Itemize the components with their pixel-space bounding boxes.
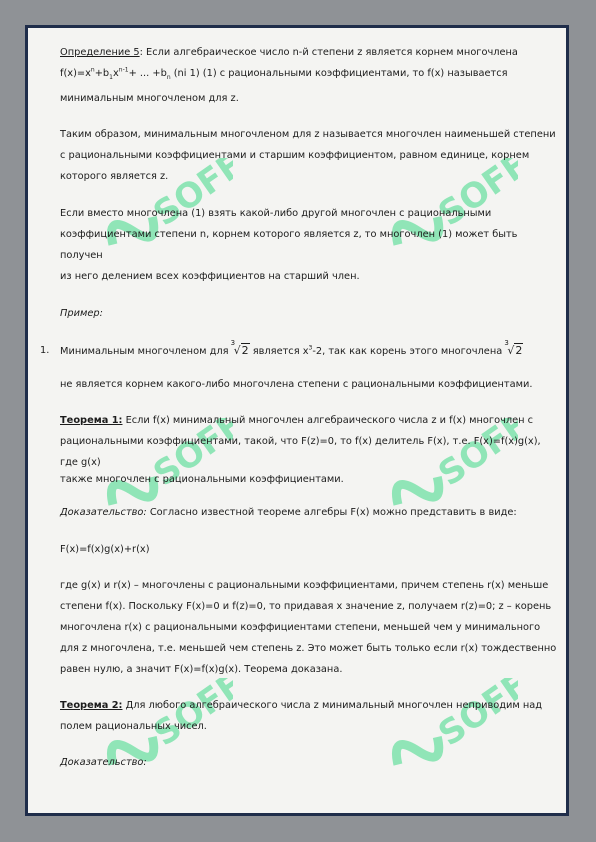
theorem-label: Теорема 2:: [60, 699, 123, 711]
list-number: 1.: [40, 344, 50, 356]
svg-text:SOFF: SOFF: [431, 418, 518, 495]
theorem-2: Теорема 2: Для любого алгебраического числа z минимальный многочлен неприводим над полем рациональных чисел.: [60, 699, 543, 732]
example-label: Пример:: [60, 307, 103, 319]
document-content: [40, 42, 560, 773]
example-item: 1. Минимальным многочленом для 3 √2 является $x^3-2$, так как корень этого многочлена 3 √2 не является корнем какого-либо многочлена степени с рациональными коэффициентами.: [40, 338, 533, 390]
theorem-label: Теорема 1:: [60, 414, 123, 426]
proof-1: Доказательство: Согласно известной теореме алгебры F(x) можно представить в виде: F(x)=f(x)g(x)+r(x) где g(x) и r(x) – многочлены с рациональными коэффициентами, причем степень r(x) меньше степени f(x). Поскольку F(x)=0 и f(z)=0, то придавая x значение z, получаем r(z)=0; z – корень многочлена r(x) с рациональными коэффициентами степени, меньшей чем у минимального для z многочлена, т.е. меньшей чем степень z. Это может быть только если r(x) тождественно равен нулю, а значит F(x)=f(x)g(x). Теорема доказана.: [60, 502, 560, 680]
svg-text:SOFF: SOFF: [431, 678, 518, 755]
svg-text:SOFF: SOFF: [146, 418, 233, 495]
theorem-1: Теорема 1: Если f(x) минимальный многочлен алгебраического числа z и f(x) многочлен с рациональными коэффициентами, такой, что F(z)=0, то f(x) делитель F(x), т.е. F(x)=f(x)g(x), где g(x) также многочлен с рациональными коэффициентами.: [60, 414, 541, 485]
svg-text:SOFF: SOFF: [146, 678, 233, 755]
cube-root: 3 √2: [504, 338, 523, 357]
svg-text:SOFF: SOFF: [146, 158, 233, 235]
svg-text:SOFF: SOFF: [431, 158, 518, 235]
formula: F(x)=f(x)g(x)+r(x): [60, 543, 150, 555]
document-page: [25, 25, 569, 816]
proof-label: Доказательство:: [60, 506, 147, 518]
paragraph: Если вместо многочлена (1) взять какой-либо другой многочлен с рациональными коэффициентами степени n, корнем которого является z, то многочлен (1) может быть получен из него делением всех коэффициентов на старший член.: [60, 207, 518, 282]
definition-5: Определение 5: Если алгебраическое число n-й степени z является корнем многочлена $f(x)=x^n+b_1x^{n-1}+$ ... $+b_n$ (ni 1) (1) с рациональными коэффициентами, то f(x) называется минимальным многочленом для z.: [60, 47, 518, 104]
cube-root: 3 √2: [230, 338, 249, 357]
proof-label: Доказательство:: [60, 756, 147, 768]
paragraph: Таким образом, минимальным многочленом для z называется многочлен наименьшей степени с рациональными коэффициентами и старшим коэффициентом, равном единице, корнем которого является z.: [60, 128, 556, 182]
definition-label: Определение 5: [60, 47, 140, 58]
